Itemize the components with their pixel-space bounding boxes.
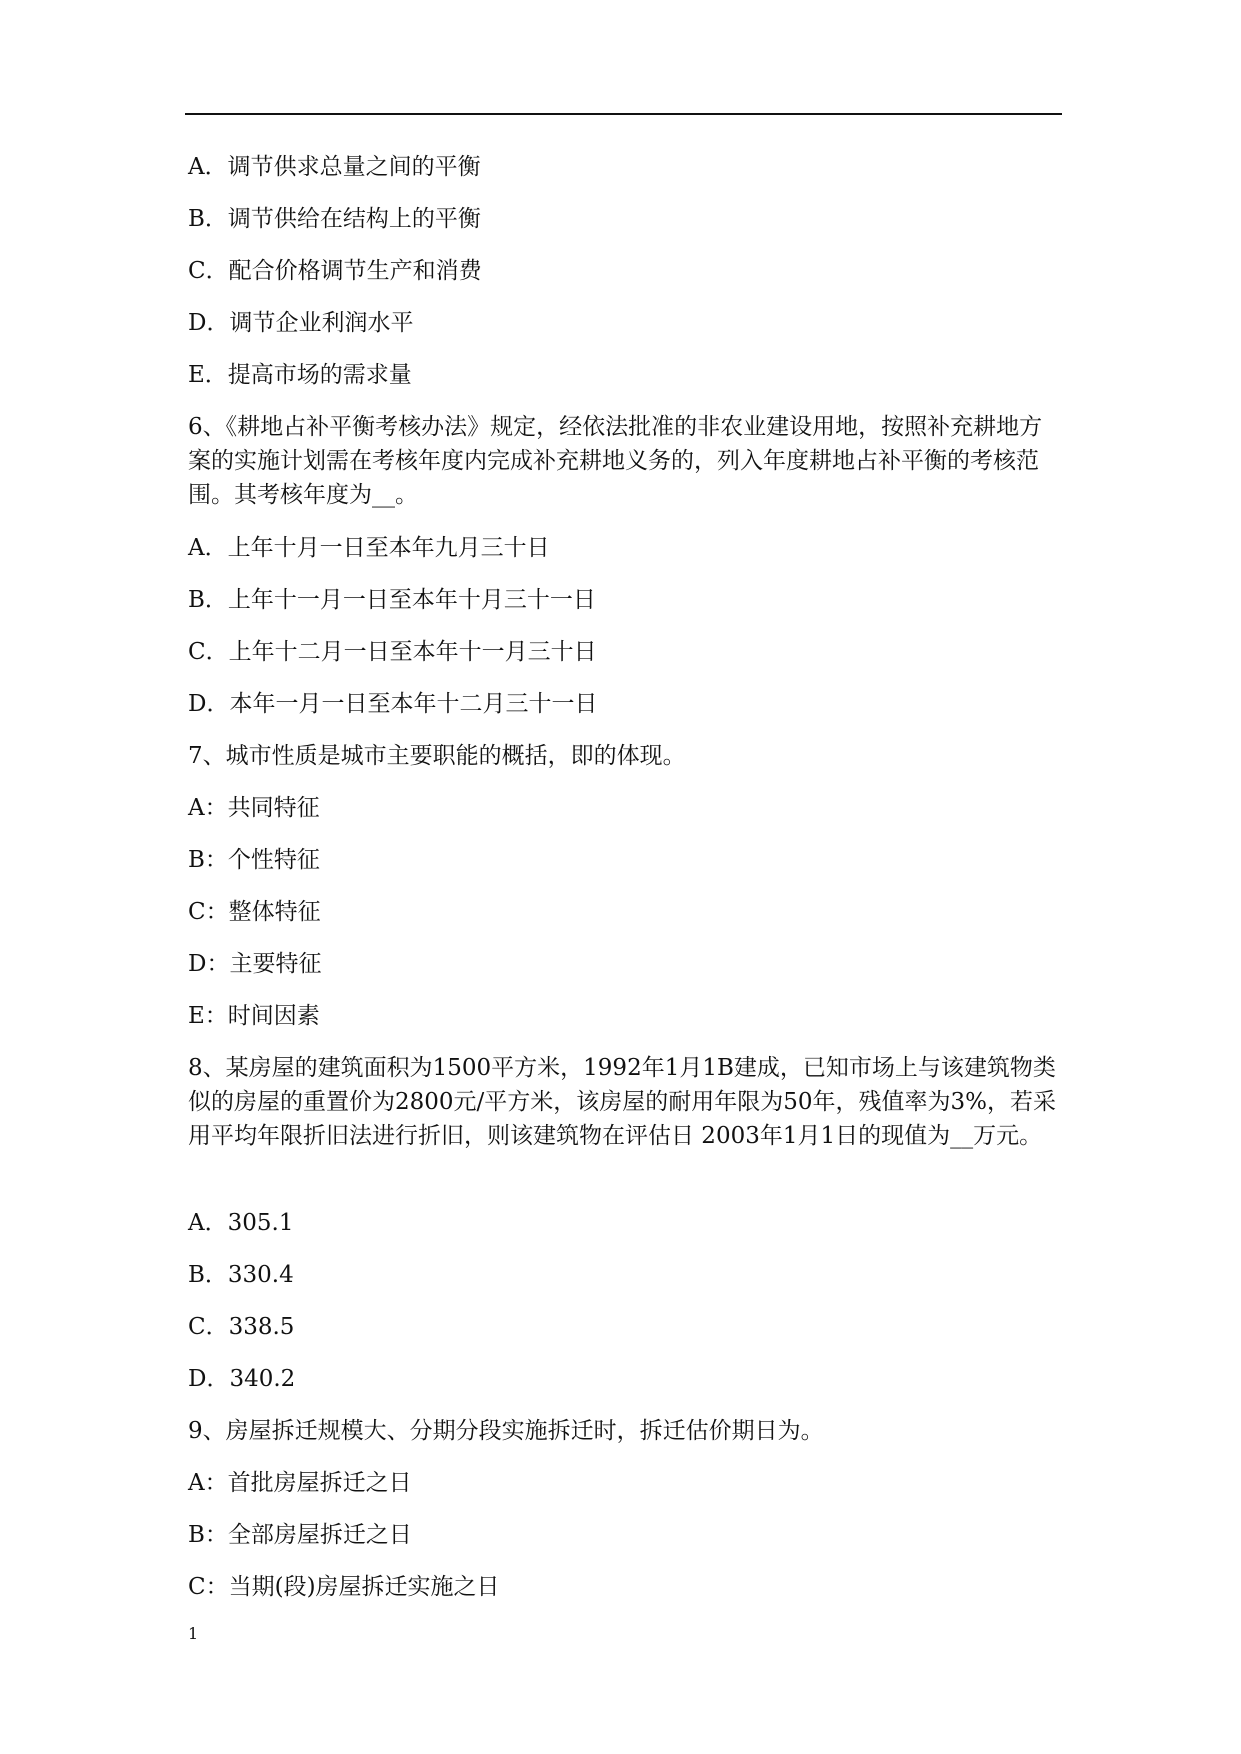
option-b: B．调节供给在结构上的平衡	[188, 206, 481, 232]
q6-option-c: C．上年十二月一日至本年十一月三十日	[188, 639, 597, 665]
q9-option-c: C：当期(段)房屋拆迁实施之日	[188, 1574, 500, 1600]
q7-option-a: A：共同特征	[188, 795, 320, 821]
q6-option-a: A．上年十月一日至本年九月三十日	[188, 535, 550, 561]
page-number: 1	[188, 1624, 199, 1643]
q8-option-c: C．338.5	[188, 1314, 295, 1340]
q8-option-d: D．340.2	[188, 1366, 296, 1392]
q8-option-b: B．330.4	[188, 1262, 294, 1288]
option-c: C．配合价格调节生产和消费	[188, 258, 482, 284]
q7-option-e: E：时间因素	[188, 1003, 320, 1029]
q9-option-a: A：首批房屋拆迁之日	[188, 1470, 412, 1496]
question-9: 9、房屋拆迁规模大、分期分段实施拆迁时，拆迁估价期日为。	[188, 1418, 824, 1444]
q9-option-b: B：全部房屋拆迁之日	[188, 1522, 412, 1548]
question-7: 7、城市性质是城市主要职能的概括，即的体现。	[188, 743, 686, 769]
option-e: E．提高市场的需求量	[188, 362, 412, 388]
option-a: A．调节供求总量之间的平衡	[188, 154, 481, 180]
header-rule	[185, 113, 1062, 115]
option-d: D．调节企业利润水平	[188, 310, 414, 336]
q7-option-d: D：主要特征	[188, 951, 322, 977]
question-6: 6、《耕地占补平衡考核办法》规定，经依法批准的非农业建设用地，按照补充耕地方案的实施计划需在考核年度内完成补充耕地义务的，列入年度耕地占补平衡的考核范围。其考核年度为__。	[188, 414, 1043, 508]
q7-option-c: C：整体特征	[188, 899, 321, 925]
q8-option-a: A．305.1	[188, 1210, 294, 1236]
question-8: 8、某房屋的建筑面积为1500平方米，1992年1月1B建成，已知市场上与该建筑物类似的房屋的重置价为2800元/平方米，该房屋的耐用年限为50年，残值率为3%，若采用平均年限折旧法进行折旧，则该建筑物在评估日 2003年1月1日的现值为__万元。	[188, 1055, 1057, 1149]
q7-option-b: B：个性特征	[188, 847, 320, 873]
q6-option-b: B．上年十一月一日至本年十月三十一日	[188, 587, 596, 613]
q6-option-d: D．本年一月一日至本年十二月三十一日	[188, 691, 598, 717]
